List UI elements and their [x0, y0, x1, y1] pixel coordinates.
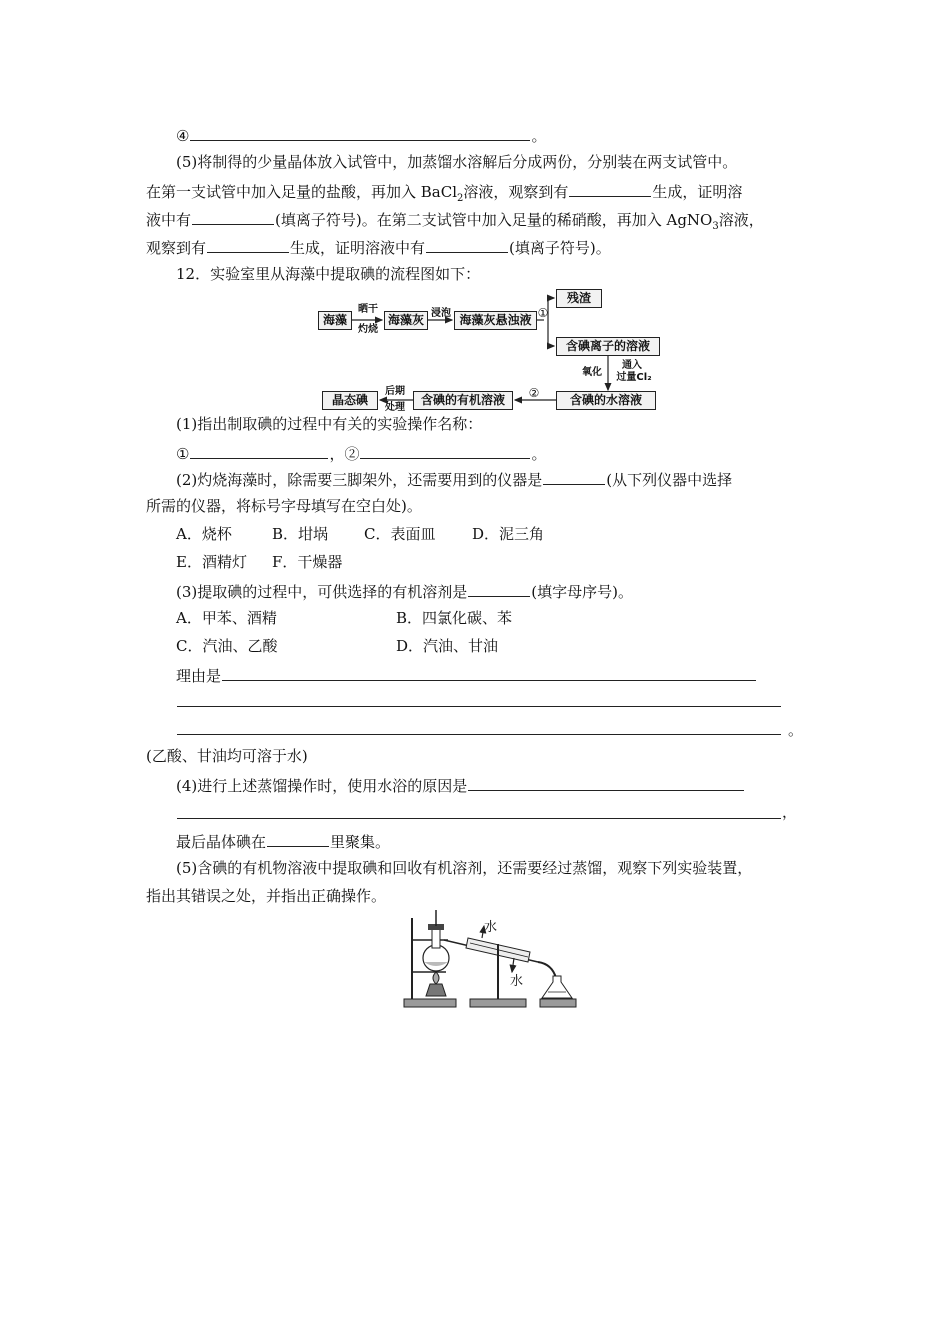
flow-label-dry: 晒干 — [358, 304, 378, 315]
flow-label-oxidize: 氧化 — [582, 367, 602, 378]
q12-p2-options-row2: E．酒精灯 F．干燥器 — [176, 553, 343, 571]
q12-p1: (1)指出制取碘的过程中有关的实验操作名称： — [176, 415, 483, 433]
flow-box-iodide-solution: 含碘离子的溶液 — [556, 337, 660, 356]
flow-label-post1: 后期 — [385, 386, 405, 397]
q12-reason-line: 理由是 — [176, 664, 757, 686]
q12-p3-note: (乙酸、甘油均可溶于水) — [146, 747, 308, 765]
q12-p1-answers: ① ，② 。 — [176, 442, 546, 464]
flow-label-post2: 处理 — [385, 402, 405, 413]
q12-p2-options-row1: A．烧杯 B．坩埚 C．表面皿 D．泥三角 — [176, 525, 545, 543]
q12-p4-line3: 最后晶体碘在 里聚集。 — [176, 830, 390, 852]
flow-box-ash: 海藻灰 — [384, 311, 428, 330]
flow-box-suspension: 海藻灰悬浊液 — [454, 311, 537, 330]
q12-p3-end: 。 — [788, 721, 804, 739]
q11-p5-line2: 在第一支试管中加入足量的盐酸，再加入 BaCl$_2$溶液，观察到有 生成，证明溶 — [146, 180, 742, 209]
flow-label-soak: 浸泡 — [431, 308, 451, 319]
q12-p4-line1: (4)进行上述蒸馏操作时，使用水浴的原因是 — [176, 774, 745, 796]
q12-p4-comma: ， — [782, 803, 798, 821]
flow-box-seaweed: 海藻 — [318, 311, 352, 330]
q11-p5-line3: 液中有 (填离子符号)。在第二支试管中加入足量的稀硝酸，再加入 AgNO$_3$溶液， — [146, 208, 764, 237]
flow-label-step1: ① — [537, 306, 549, 320]
water-out-label: 水 — [510, 974, 524, 989]
flow-box-organic-iodine: 含碘的有机溶液 — [413, 391, 513, 410]
water-in-label: 水 — [484, 920, 498, 935]
flow-label-step2: ② — [528, 386, 540, 400]
flow-box-aqueous-iodine: 含碘的水溶液 — [556, 391, 656, 410]
q12-p5-line1: (5)含碘的有机物溶液中提取碘和回收有机溶剂，还需要经过蒸馏，观察下列实验装置， — [176, 859, 753, 877]
flow-label-pass-in: 通入 — [622, 360, 642, 371]
q12-stem: 12．实验室里从海藻中提取碘的流程图如下： — [176, 265, 481, 283]
q12-p3-line: (3)提取碘的过程中，可供选择的有机溶剂是 (填字母序号)。 — [176, 580, 633, 602]
flow-label-excess-cl2: 过量Cl₂ — [616, 372, 652, 383]
item-4-line: ④ 。 — [176, 124, 546, 146]
q12-p2-line1: (2)灼烧海藻时，除需要三脚架外，还需要用到的仪器是 (从下列仪器中选择 — [176, 468, 732, 490]
q12-p2-line2: 所需的仪器，将标号字母填写在空白处)。 — [146, 497, 422, 515]
flow-label-burn: 灼烧 — [358, 324, 378, 335]
flow-box-crystal-iodine: 晶态碘 — [322, 391, 378, 410]
q11-p5-line1: (5)将制得的少量晶体放入试管中，加蒸馏水溶解后分成两份，分别装在两支试管中。 — [176, 153, 738, 171]
q11-p5-line4: 观察到有 生成，证明溶液中有 (填离子符号)。 — [146, 236, 611, 258]
q12-p5-line2: 指出其错误之处，并指出正确操作。 — [146, 887, 387, 905]
q12-p3-options-row2: C．汽油、乙酸 D．汽油、甘油 — [176, 637, 499, 655]
item-4-mark: ④ — [176, 127, 190, 145]
flow-box-residue: 残渣 — [556, 289, 602, 308]
q12-p3-options-row1: A．甲苯、酒精 B．四氯化碳、苯 — [176, 609, 513, 627]
